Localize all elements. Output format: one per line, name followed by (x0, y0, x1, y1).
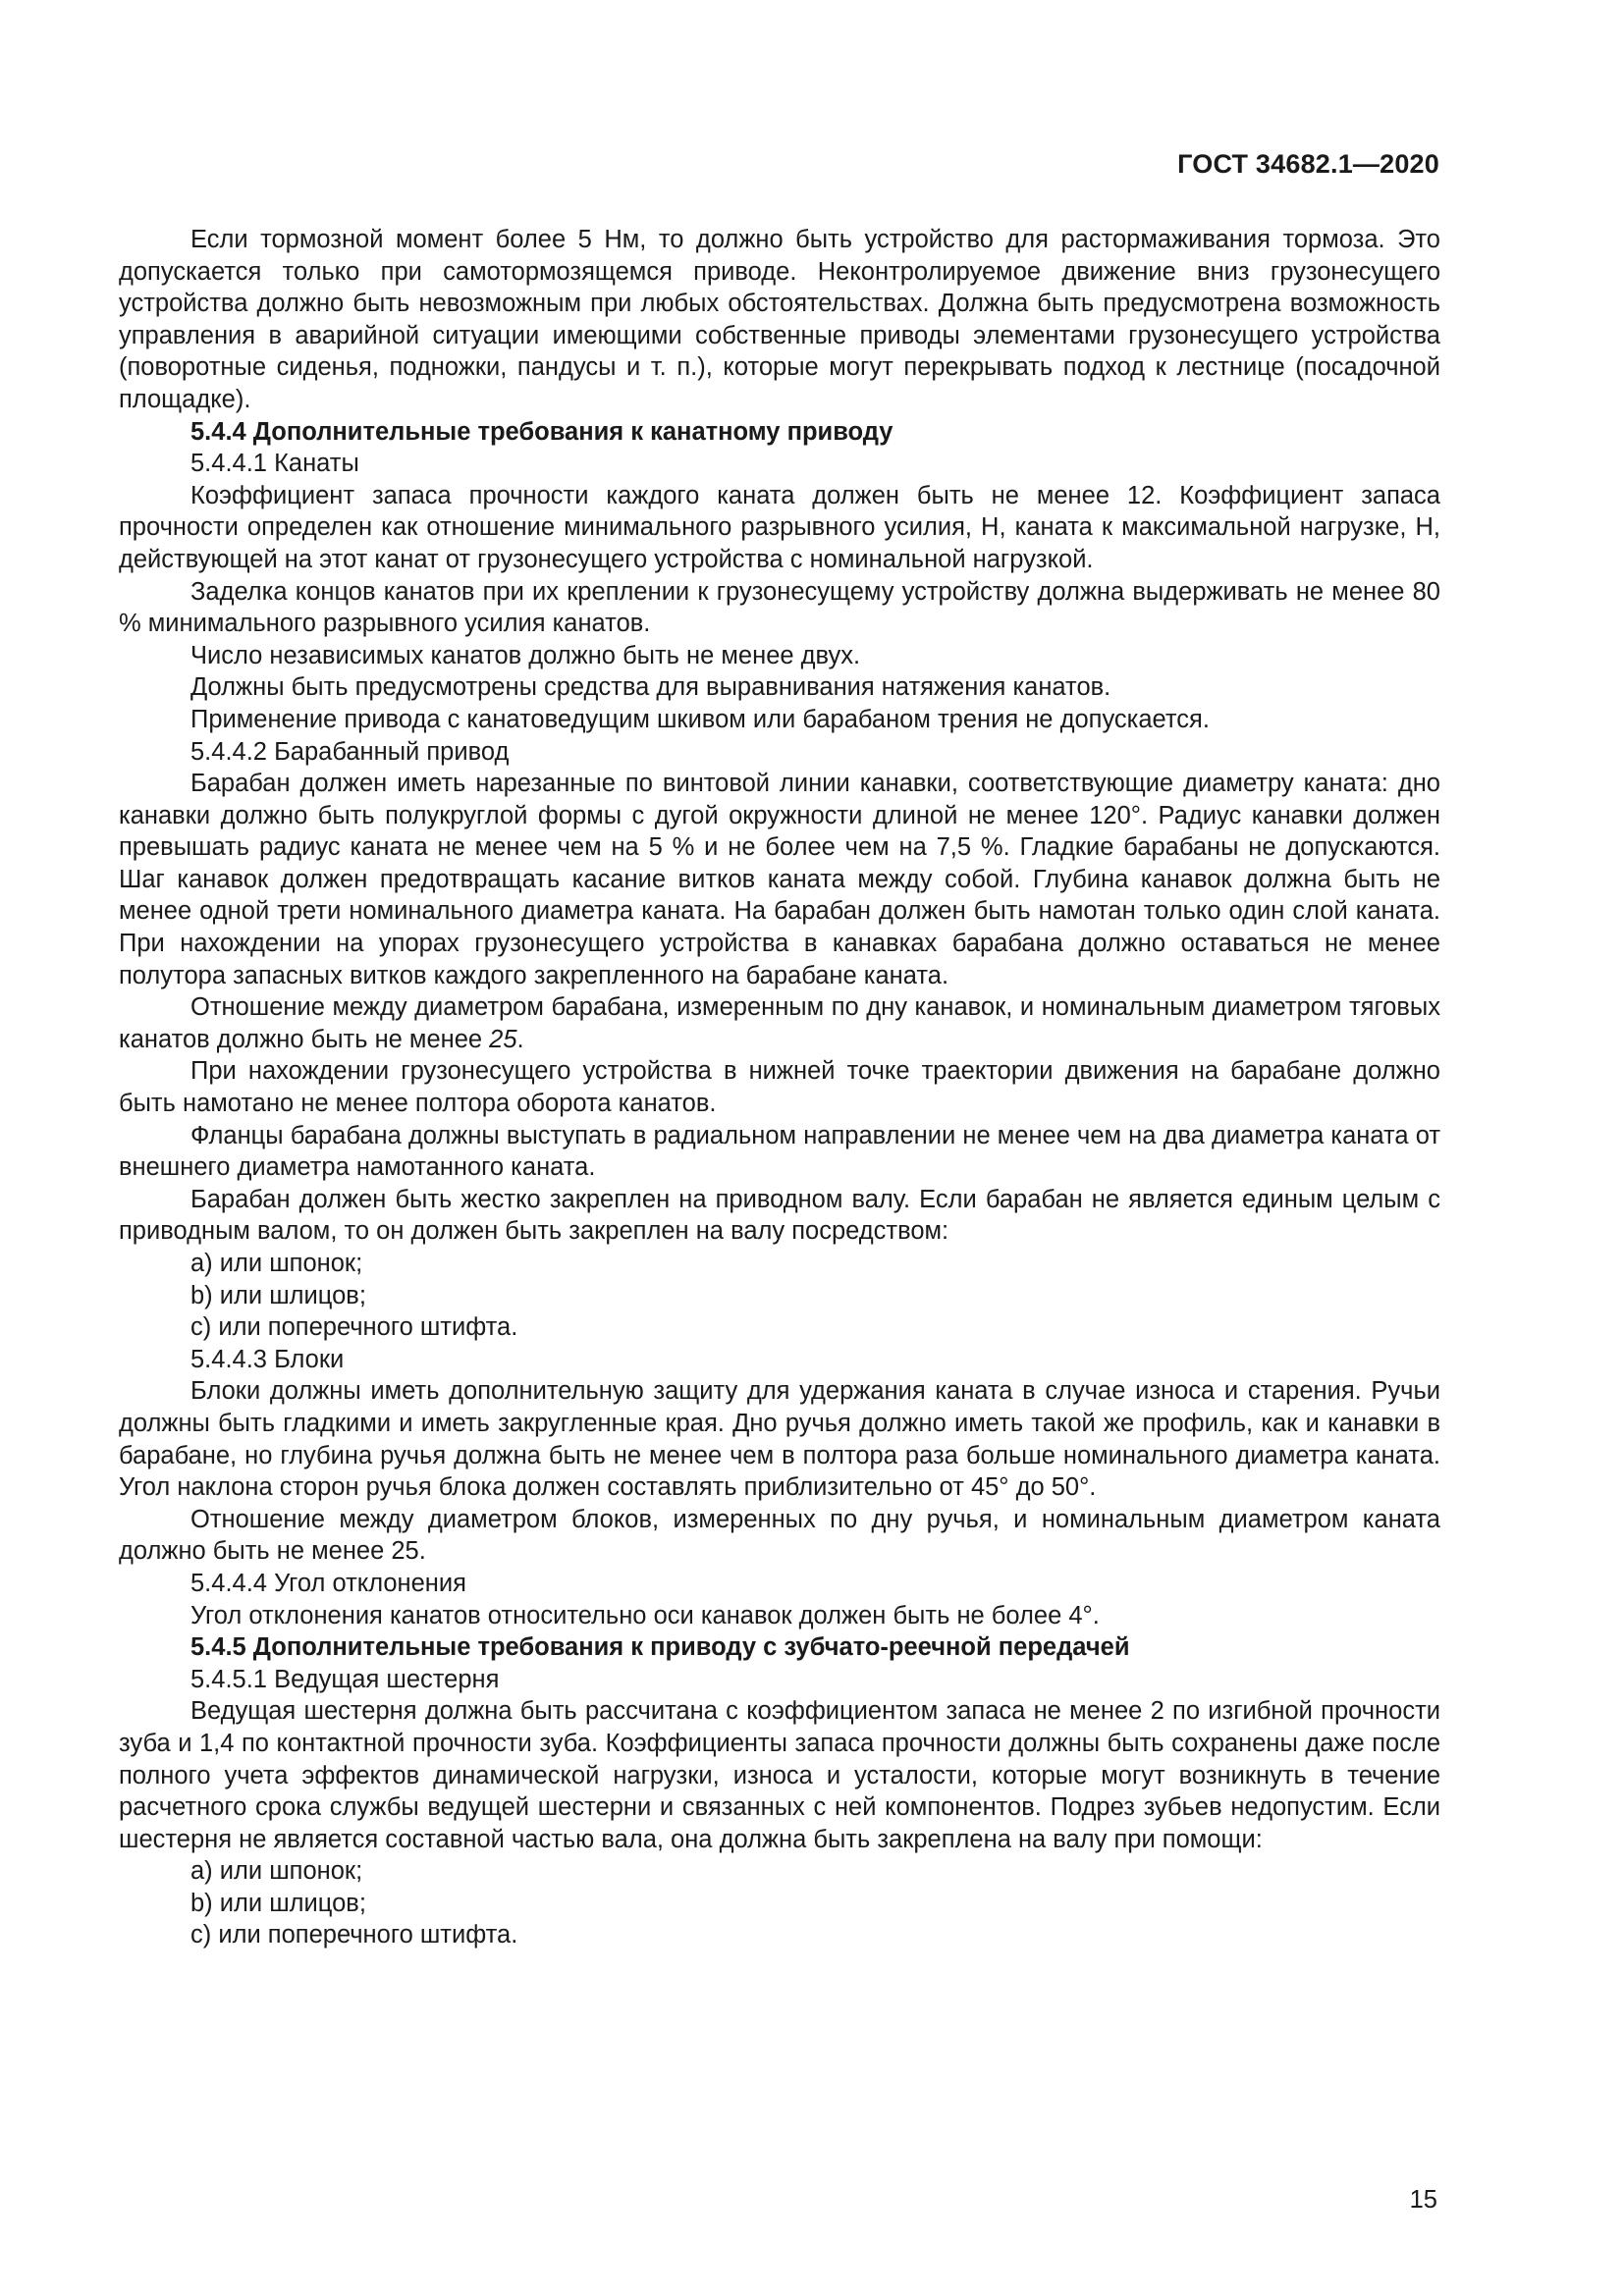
paragraph: Барабан должен иметь нарезанные по винтовой линии канавки, соответствующие диаметру каната: дно канавки должно быть полукруглой формы с дугой окружности длиной не менее 120°. Радиус канавки должен превышать радиус каната не менее чем на 5 % и не более чем на 7,5 %. Гладкие барабаны не допускаются. Шаг канавок должен предотвращать касание витков каната между собой. Глубина канавок должна быть не менее одной трети номинального диаметра каната. На барабан должен быть намотан только один слой каната. При нахождении на упорах грузонесущего устройства в канавках барабана должно оставаться не менее полутора запасных витков каждого закрепленного на барабане каната. (119, 770, 1440, 989)
section-heading: 5.4.5 Дополнительные требования к приводу с зубчато-реечной передачей (190, 1633, 1130, 1662)
paragraph: Должны быть предусмотрены средства для выравнивания натяжения канатов. (190, 673, 1111, 702)
list-item: с) или поперечного штифта. (190, 1313, 518, 1342)
document-body (119, 224, 1440, 1951)
paragraph: Применение привода с канатоведущим шкивом или барабаном трения не допускается. (190, 705, 1210, 733)
paragraph-tail: . (516, 1025, 524, 1053)
document-id-header: ГОСТ 34682.1—2020 (1177, 149, 1439, 179)
subsection-heading: 5.4.4.1 Канаты (190, 450, 359, 478)
list-item: а) или шпонок; (190, 1250, 363, 1277)
list-item: а) или шпонок; (190, 1857, 363, 1886)
subsection-heading: 5.4.4.2 Барабанный привод (190, 737, 510, 766)
paragraph: Заделка концов канатов при их креплении к грузонесущему устройству должна выдерживать не менее 80 % минимального разрывного усилия канатов. (119, 577, 1440, 638)
paragraph: Блоки должны иметь дополнительную защиту для удержания каната в случае износа и старения. Ручьи должны быть гладкими и иметь закругленные края. Дно ручья должно иметь такой же профиль, как и канавки в барабане, но глубина ручья должна быть не менее чем в полтора раза больше номинального диаметра каната. Угол наклона сторон ручья блока должен составлять приблизительно от 45° до 50°. (119, 1377, 1440, 1502)
paragraph: Коэффициент запаса прочности каждого каната должен быть не менее 12. Коэффициент запаса прочности определен как отношение минимального разрывного усилия, Н, каната к максимальной нагрузке, Н, действующей на этот канат от грузонесущего устройства с номинальной нагрузкой. (119, 481, 1440, 573)
list-item: с) или поперечного штифта. (190, 1921, 518, 1949)
paragraph: Число независимых канатов должно быть не менее двух. (190, 641, 861, 669)
paragraph: При нахождении грузонесущего устройства в нижней точке траектории движения на барабане должно быть намотано не менее полтора оборота канатов. (119, 1057, 1440, 1118)
paragraph: Угол отклонения канатов относительно оси канавок должен быть не более 4°. (190, 1601, 1100, 1629)
paragraph: Барабан должен быть жестко закреплен на приводном валу. Если барабан не является единым целым с приводным валом, то он должен быть закреплен на валу посредством: (119, 1185, 1440, 1246)
paragraph (119, 991, 1440, 1055)
subsection-heading: 5.4.4.3 Блоки (190, 1345, 345, 1373)
list-item: b) или шлицов; (190, 1281, 366, 1309)
section-heading: 5.4.4 Дополнительные требования к канатному приводу (190, 417, 893, 446)
emphasized-value: 25 (489, 1025, 517, 1053)
paragraph-text: Отношение между диаметром барабана, измеренным по дну канавок, и номинальным диаметром тяговых канатов должно быть не менее (119, 993, 1440, 1053)
subsection-heading: 5.4.5.1 Ведущая шестерня (190, 1665, 500, 1693)
paragraph: Отношение между диаметром блоков, измеренных по дну ручья, и номинальным диаметром каната должно быть не менее 25. (119, 1505, 1440, 1566)
list-item: b) или шлицов; (190, 1889, 366, 1917)
paragraph: Ведущая шестерня должна быть рассчитана с коэффициентом запаса не менее 2 по изгибной прочности зуба и 1,4 по контактной прочности зуба. Коэффициенты запаса прочности должны быть сохранены даже после полного учета эффектов динамической нагрузки, износа и усталости, которые могут возникнуть в течение расчетного срока службы ведущей шестерни и связанных с ней компонентов. Подрез зубьев недопустим. Если шестерня не является составной частью вала, она должна быть закреплена на валу при помощи: (119, 1697, 1440, 1853)
paragraph: Если тормозной момент более 5 Нм, то должно быть устройство для растормаживания тормоза. Это допускается только при самотормозящемся приводе. Неконтролируемое движение вниз грузонесущего устройства должно быть невозможным при любых обстоятельствах. Должна быть предусмотрена возможность управления в аварийной ситуации имеющими собственные приводы элементами грузонесущего устройства (поворотные сиденья, подножки, пандусы и т. п.), которые могут перекрывать подход к лестнице (посадочной площадке). (119, 226, 1440, 413)
subsection-heading: 5.4.4.4 Угол отклонения (190, 1569, 466, 1597)
page-number: 15 (1409, 2186, 1437, 2214)
paragraph: Фланцы барабана должны выступать в радиальном направлении не менее чем на два диаметра каната от внешнего диаметра намотанного каната. (119, 1121, 1440, 1182)
